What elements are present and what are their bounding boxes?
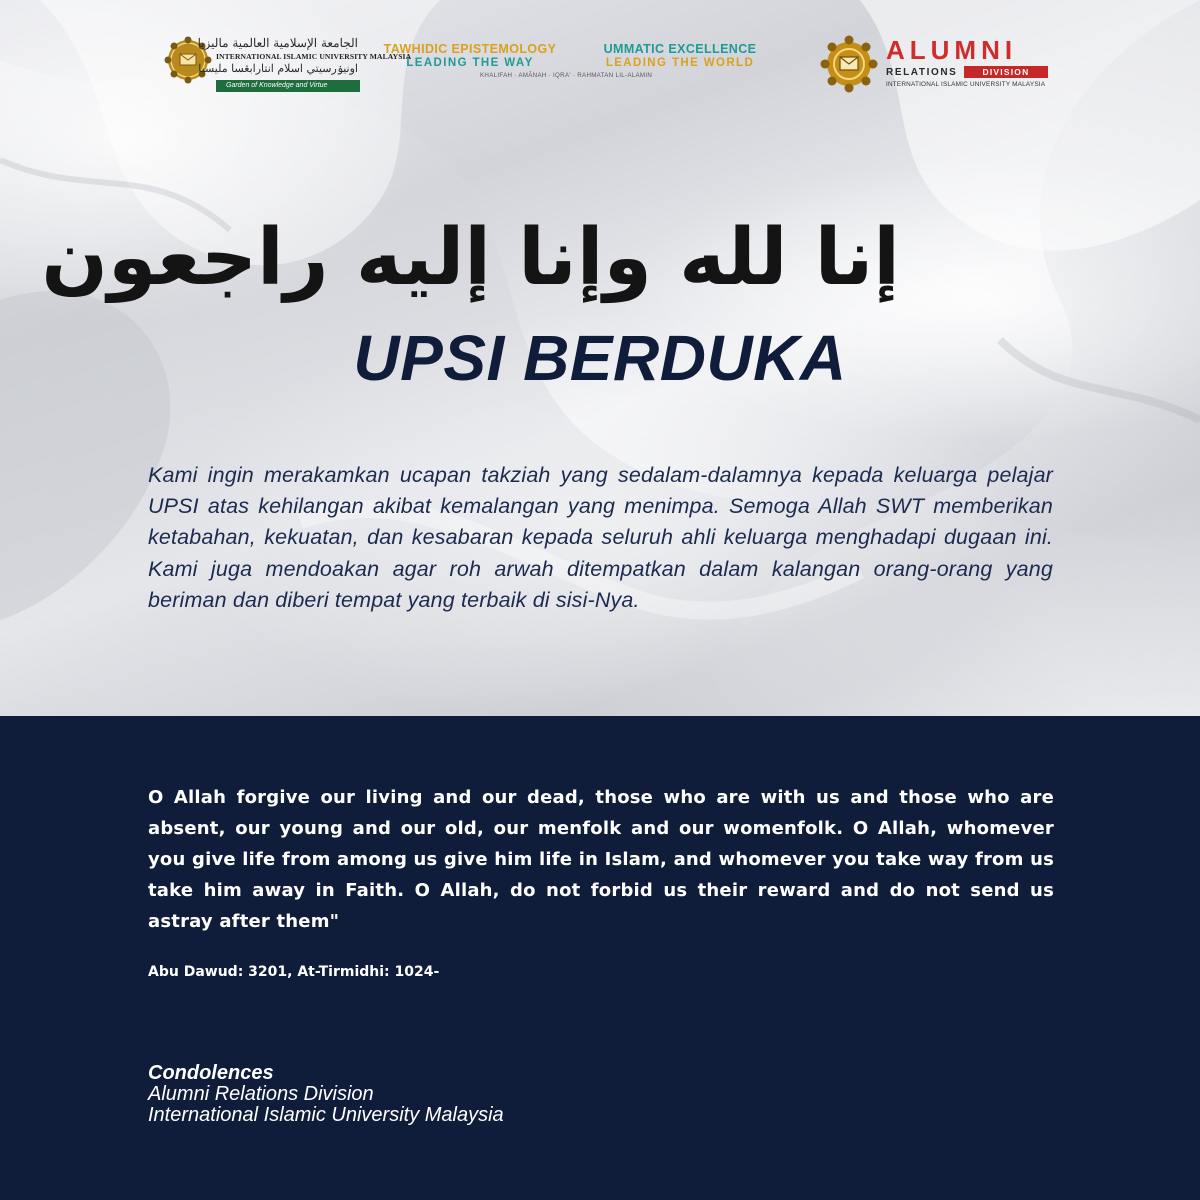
prayer-text: O Allah forgive our living and our dead, those who are with us and those who are absent, our young and our old, our menfolk and our womenfolk. O Allah, whomever you give life from among us give him life in Islam, and whomever you take way from us take him away in Faith. O Allah, do not forbid us their reward and do not send us astray after them" bbox=[148, 787, 1054, 932]
alumni-relations-logo bbox=[818, 34, 1052, 94]
iium-jawi-name: اونيۏرسيتي اسلام انتارابڠسا مليسيا bbox=[198, 62, 358, 75]
tagline-right-bottom: LEADING THE WORLD bbox=[605, 57, 755, 69]
signoff-block bbox=[148, 1062, 504, 1126]
university-tagline bbox=[372, 42, 782, 86]
alumni-university-name: INTERNATIONAL ISLAMIC UNIVERSITY MALAYSIA bbox=[886, 81, 1046, 88]
tagline-right bbox=[582, 42, 778, 70]
istirja-calligraphy: إنا لله وإنا إليه راجعون bbox=[41, 213, 900, 303]
iium-logo bbox=[164, 34, 412, 96]
iium-motto: Garden of Knowledge and Virtue bbox=[216, 80, 360, 92]
alumni-division-badge: DIVISION bbox=[964, 66, 1048, 78]
iium-english-name: INTERNATIONAL ISLAMIC UNIVERSITY MALAYSIA bbox=[216, 52, 412, 61]
signoff-heading: Condolences bbox=[148, 1062, 274, 1084]
alumni-title: ALUMNI bbox=[886, 35, 1018, 65]
condolence-message: Kami ingin merakamkan ucapan takziah yang sedalam-dalamnya kepada keluarga pelajar UPSI atas kehilangan akibat kemalangan yang menimpa. Semoga Allah SWT memberikan ketabahan, kekuatan, dan kesabaran kepada seluruh ahli keluarga menghadapi dugaan ini. Kami juga mendoakan agar roh arwah ditempatkan dalam kalangan orang-orang yang beriman dan diberi tempat yang terbaik di sisi-Nya. bbox=[148, 463, 1053, 612]
page-title: UPSI BERDUKA bbox=[353, 322, 847, 394]
alumni-crest-icon bbox=[818, 34, 880, 94]
tagline-left-bottom: LEADING THE WAY bbox=[406, 57, 534, 69]
signoff-university: International Islamic University Malaysia bbox=[148, 1104, 504, 1126]
alumni-relations-label: RELATIONS bbox=[886, 67, 958, 78]
tagline-right-top: UMMATIC EXCELLENCE bbox=[603, 42, 757, 56]
tagline-values: KHALIFAH · AMĀNAH · IQRA' · RAHMATAN LIL-ALAMIN bbox=[480, 72, 653, 79]
signoff-division: Alumni Relations Division bbox=[148, 1083, 374, 1105]
tagline-left bbox=[372, 42, 568, 70]
tagline-left-top: TAWHIDIC EPISTEMOLOGY bbox=[383, 42, 557, 56]
prayer-section bbox=[0, 716, 1200, 1200]
hadith-reference: Abu Dawud: 3201, At-Tirmidhi: 1024- bbox=[148, 964, 440, 980]
iium-arabic-name: الجامعة الإسلامية العالمية ماليزيا bbox=[197, 36, 358, 50]
